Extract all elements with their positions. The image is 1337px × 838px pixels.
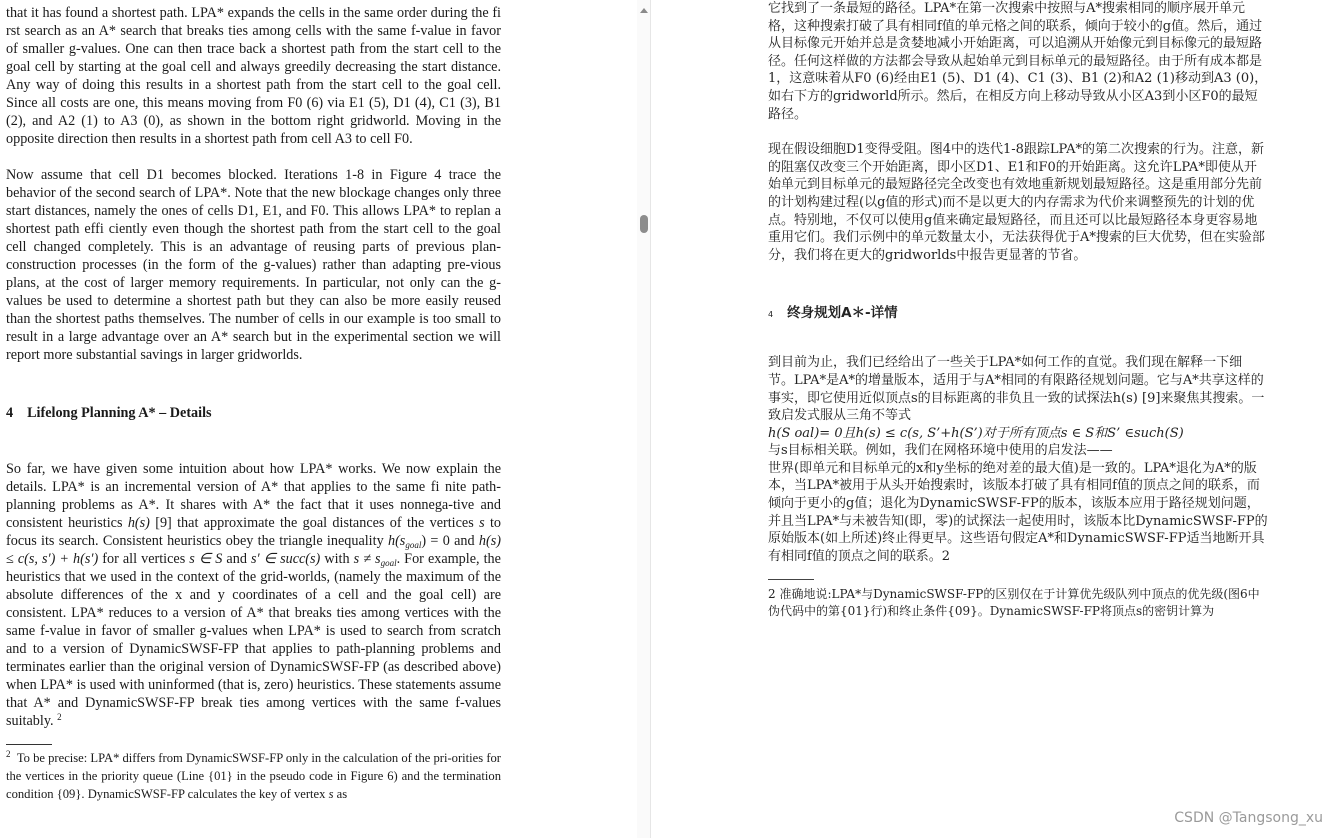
paragraph-lpa-details: So far, we have given some intuition about how LPA* works. We now explain the details. LPA* is an incremental version of A* that applies to the same fi nite path-planning problems as A*. It shares with A* the fact that it uses nonnega-tive and consistent heuristics h(s) [9] that approximate the goal distances of the vertices s to focus its search. Consistent heuristics obey the triangle inequality $h(s_{goal}) = 0$ and h(s) ≤ c(s, s′) + h(s′) for all vertices s ∈ S and s′ ∈ succ(s) with $s \ne s_{goal}$. For example, the heuristics that we used in the context of the grid-worlds, (namely the maximum of the absolute differences of the x and y coordinates of a cell and the goal cell) are consistent. LPA* reduces to a version of A* that breaks ties among vertices with the same f-value in favor of smaller g-values when LPA* is used to search from scratch and to a version of DynamicSWSF-FP that applies to path-planning problems and terminates earlier than the original version of DynamicSWSF-FP (as described above) when LPA* is used with uninformed (that is, zero) heuristics. These statements assume that A* and DynamicSWSF-FP break ties among vertices with the same f-values suitably. $^2$ xyxy=(6,461,501,729)
paragraph-shortest-path: that it has found a shortest path. LPA* expands the cells in the same order during the fi rst search as an A* search that breaks ties among cells with the same f-value in favor of smaller g-values. One can then trace back a shortest path from the start cell to the goal cell by starting at the goal cell and always greedily decreasing the start distance. Any way of doing this results in a shortest path from the start cell to the goal cell. Since all costs are one, this means moving from F0 (6) via E1 (5), D1 (4), C1 (3), B1 (2), and A2 (1) to A3 (0), as shown in the bottom right gridworld. Moving in the opposite direction then results in a shortest path from cell A3 to cell F0. xyxy=(6,5,501,147)
paragraph-d1-blocked: Now assume that cell D1 becomes blocked. Iterations 1-8 in Figure 4 trace the behavior of the second search of LPA*. Note that the new blockage changes only three start distances, namely the ones of cells D1, E1, and F0. This allows LPA* to replan a shortest path effi ciently even though the shortest path from the start cell to the goal cell changed completely. This is an advantage of reusing parts of previous plan-construction processes (in the form of the g-values) rather than adapting pre-vious plans, at the cost of larger memory requirements. In particular, not only can the g-values be used to determine a shortest path but they can also be more easily reused than the shortest paths themselves. The number of cells in our example is too small to result in a large advantage over an A* search but in the experimental section we will report more substantial savings in larger gridworlds. xyxy=(6,167,501,363)
footnote-zh: 2 准确地说:LPA*与DynamicSWSF-FP的区别仅在于计算优先级队列中顶点的优先级(图6中伪代码中的第{01}行)和终止条件{09}。DynamicSWSF-FP将顶点s的密钥计算为 xyxy=(768,587,1260,619)
original-english-pane xyxy=(0,0,637,838)
csdn-watermark: CSDN @Tangsong_xu xyxy=(1174,810,1323,826)
section-title-zh: 终身规划A＊-详情 xyxy=(787,305,898,322)
equation-line-zh: h(S oal)= 0且h(s) ≤ c(s, S’+h(S’)对于所有顶点s ∈ S和S’ ∈such(S) xyxy=(768,425,1184,441)
section-title: Lifelong Planning A* – Details xyxy=(27,405,212,421)
vertical-scrollbar[interactable] xyxy=(637,0,651,838)
paragraph-shortest-path-zh: 它找到了一条最短的路径。LPA*在第一次搜索中按照与A*搜索相同的顺序展开单元格，这种搜索打破了具有相同f值的单元格之间的联系，倾向于较小的g值。然后，通过从目标像元开始并总是贪婪地减小开始距离，可以追溯从开始像元到目标像元的最短路径。任何这样做的方法都会导致从起始单元到目标单元的最短路径。由于所有成本都是1，这意味着从F0 (6)经由E1 (5)、D1 (4)、C1 (3)、B1 (2)和A2 (1)移动到A3 (0)，如右下方的gridworld所示。然后，在相反方向上移动导致从小区A3到小区F0的最短路径。 xyxy=(768,1,1268,122)
equation-h-goal: $h(s_{goal}) = 0$ xyxy=(387,533,450,550)
equation-triangle-inequality: h(s) ≤ c(s, s′) + h(s′) xyxy=(6,533,501,567)
paragraph-d1-blocked-zh: 现在假设细胞D1变得受阻。图4中的迭代1-8跟踪LPA*的第二次搜索的行为。注意，新的阻塞仅改变三个开始距离，即小区D1、E1和F0的开始距离。这允许LPA*即使从开始单元到目标单元的最短路径完全改变也有效地重新规划最短路径。这是重用部分先前的计划构建过程(以g值的形式)而不是以更大的内存需求为代价来调整预先的计划的优点。特别地，不仅可以使用g值来确定最短路径，而且还可以比最短路径本身更容易地重用它们。我们示例中的单元数量太小，无法获得优于A*搜索的巨大优势，但在实验部分，我们将在更大的gridworlds中报告更显著的节省。 xyxy=(768,142,1265,263)
english-text-column xyxy=(6,4,501,803)
footnote: $^2$ To be precise: LPA* differs from DynamicSWSF-FP only in the calculation of the pri-orities for the vertices in the priority queue (Line {01} in the pseudo code in Figure 6) and the termination condition {09}. DynamicSWSF-FP calculates the key of vertex s as xyxy=(6,749,502,801)
footnote-reference[interactable]: 2 xyxy=(57,712,62,722)
footnote-divider xyxy=(6,744,52,745)
scroll-up-arrow-icon[interactable] xyxy=(640,8,648,13)
chinese-text-column: 它找到了一条最短的路径。LPA*在第一次搜索中按照与A*搜索相同的顺序展开单元格，这种搜索打破了具有相同f值的单元格之间的联系，倾向于较小的g值。然后，通过从目标像元开始并总是贪婪地减小开始距离，可以追溯从开始像元到目标像元的最短路径。任何这样做的方法都会导致从起始单元到目标单元的最短路径。由于所有成本都是1，这意味着从F0 (6)经由E1 (5)、D1 (4)、C1 (3)、B1 (2)和A2 (1)移动到A3 (0)，如右下方的gridworld所示。然后，在相反方向上移动导致从小区A3到小区F0的最短路径。 现在假设细胞D1变得受阻。图4中的迭代1-8跟踪LPA*的第二次搜索的行为。注意，新的阻塞仅改变三个开始距离，即小区D1、E1和F0的开始距离。这允许LPA*即使从开始单元到目标单元的最短路径完全改变也有效地重新规划最短路径。这是重用部分先前的计划构建过程(以g值的形式)而不是以更大的内存需求为代价来调整预先的计划的优点。特别地，不仅可以使用g值来确定最短路径，而且还可以比最短路径本身更容易地重用它们。我们示例中的单元数量太小，无法获得优于A*搜索的巨大优势，但在实验部分，我们将在更大的gridworlds中报告更显著的节省。 4 终身规划A＊-详情 到目前为止，我们已经给出了一些关于LPA*如何工作的直觉。我们现在解释一下细节。LPA*是A*的增量版本，适用于与A*相同的有限路径规划问题。它与A*共享这样的事实，即它使用近似顶点s的目标距离的非负且一致的试探法h(s) [9]来聚焦其搜索。一致启发式服从三角不等式 h(S oal)= 0且h(s) ≤ c(s, S’+h(S’)对于所有顶点s ∈ S和S’ ∈such(S) 与s目标相关联。例如，我们在网格环境中使用的启发法—— 世界(即单元和目标单元的x和y坐标的绝对差的最大值)是一致的。LPA*退化为A*的版本，当LPA*被用于从头开始搜索时，该版本打破了具有相同f值的顶点之间的联系，而倾向于更小的g值；退化为DynamicSWSF-FP的版本，该版本应用于路径规划问题，并且当LPA*与未被告知(即，零)的试探法一起使用时，该版本比DynamicSWSF-FP的原始版本(如上所述)终止得更早。这些语句假定A*和DynamicSWSF-FP适当地断开具有相同f值的顶点之间的联系。2 2 准确地说:LPA*与DynamicSWSF-FP的区别仅在于计算优先级队列中顶点的优先级(图6中伪代码中的第{01}行)和终止条件{09}。DynamicSWSF-FP将顶点s的密钥计算为 xyxy=(768,1,1268,619)
paragraph-lpa-details-zh: 到目前为止，我们已经给出了一些关于LPA*如何工作的直觉。我们现在解释一下细节。LPA*是A*的增量版本，适用于与A*相同的有限路径规划问题。它与A*共享这样的事实，即它使用近似顶点s的目标距离的非负且一致的试探法h(s) [9]来聚焦其搜索。一致启发式服从三角不等式 xyxy=(768,355,1265,424)
section-heading xyxy=(6,404,501,422)
translated-chinese-pane xyxy=(652,0,1337,838)
scrollbar-thumb[interactable] xyxy=(640,215,648,233)
section-heading-zh xyxy=(768,304,1268,324)
section-number: 4 xyxy=(6,405,14,421)
section-number-zh: 4 xyxy=(768,310,774,320)
footnote-divider-zh xyxy=(768,579,814,580)
